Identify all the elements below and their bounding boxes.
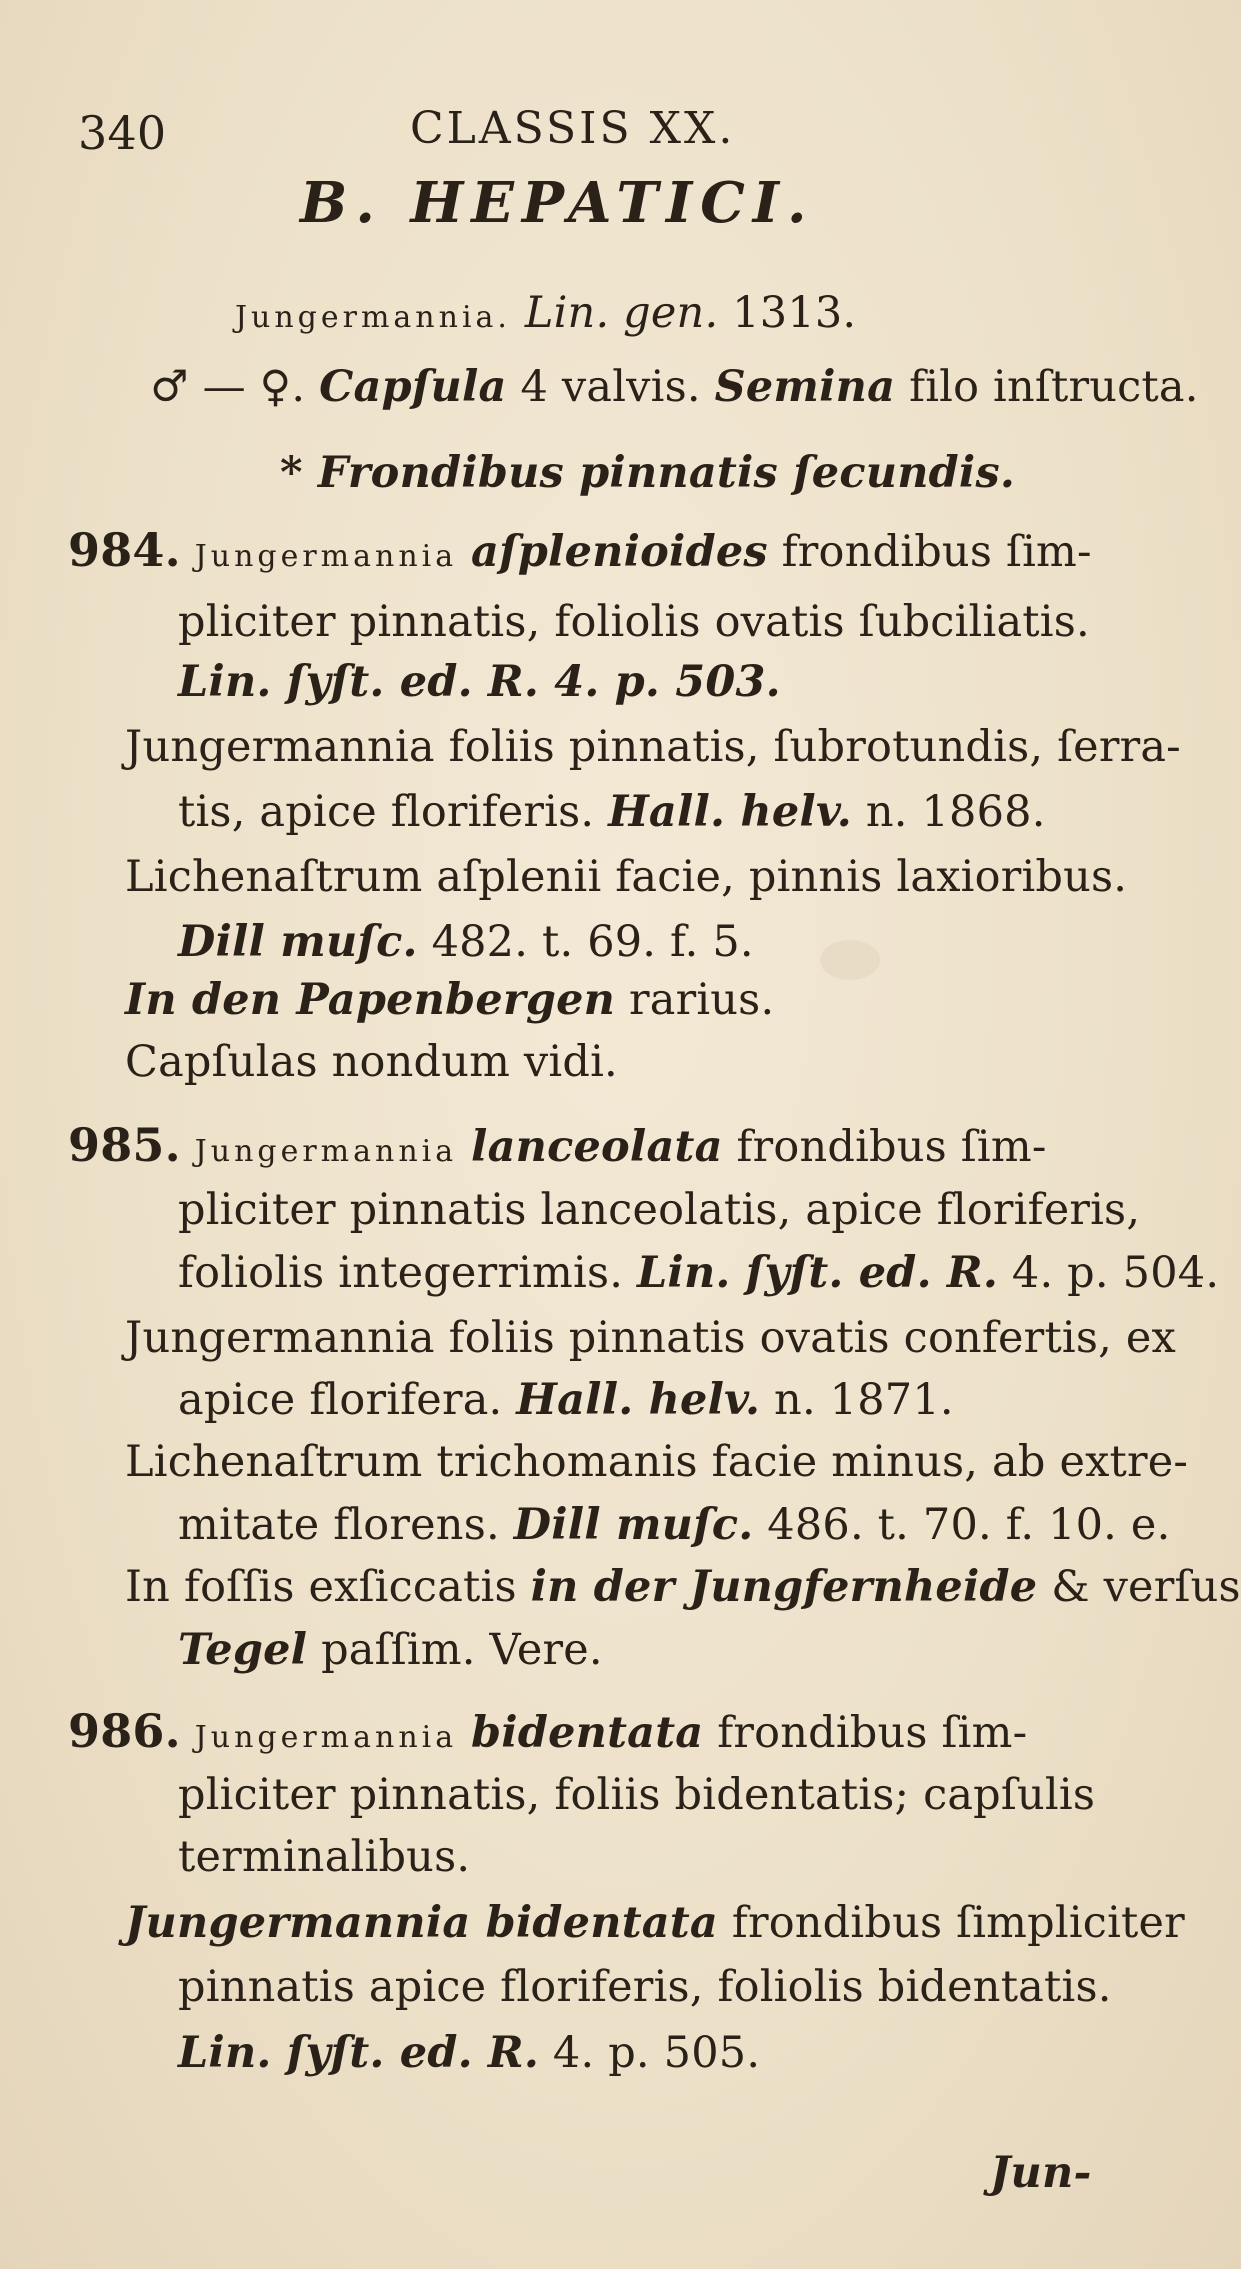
semina-term: Semina — [714, 362, 896, 412]
semina-text: filo inſtructa. — [909, 362, 1199, 412]
entry-984-line-3: Lin. ſyſt. ed. R. 4. p. 503. — [178, 657, 781, 707]
entry-species: aſplenioides — [471, 527, 768, 577]
synonym-text: mitate florens. — [178, 1500, 500, 1550]
entry-text: frondibus ſim- — [717, 1708, 1028, 1758]
locality-note: rarius. — [628, 975, 775, 1025]
synonym-text: tis, apice floriferis. — [178, 787, 595, 837]
entry-985-line-4: Jungermannia foliis pinnatis ovatis confertis, ex — [125, 1313, 1176, 1363]
entry-genus: Jungermannia — [194, 539, 458, 574]
entry-985-line-5 — [178, 1375, 954, 1425]
habitat-text: & verſus — [1051, 1562, 1241, 1612]
entry-984-line-9: Capſulas nondum vidi. — [125, 1037, 618, 1087]
section-title: B. HEPATICI. — [300, 170, 815, 236]
page-number: 340 — [78, 106, 167, 160]
paper-stain — [820, 940, 880, 980]
catchword: Jun- — [990, 2148, 1092, 2198]
synonym-ref: Lin. ſyſt. ed. R. — [636, 1248, 999, 1298]
entry-984-line-7 — [178, 917, 754, 967]
entry-text: frondibus ſim- — [781, 527, 1092, 577]
entry-number: 984. — [68, 523, 181, 577]
genus-ref-number: 1313. — [732, 288, 857, 338]
entry-984-line-2: pliciter pinnatis, foliolis ovatis ſubciliatis. — [178, 597, 1090, 647]
habitat-text: paſſim. Vere. — [321, 1625, 603, 1675]
entry-986-line-6 — [178, 2028, 760, 2078]
entry-985-line-7 — [178, 1500, 1170, 1550]
synonym-ref: Hall. helv. — [516, 1375, 761, 1425]
entry-species: bidentata — [471, 1708, 704, 1758]
entry-986-line-3: terminalibus. — [178, 1832, 471, 1882]
synonym-number: 482. t. 69. f. 5. — [431, 917, 754, 967]
entry-species: lanceolata — [471, 1122, 723, 1172]
synonym-number: 4. p. 505. — [552, 2028, 761, 2078]
genus-name: Jungermannia. — [235, 300, 511, 335]
subdivision-heading: * Frondibus pinnatis ſecundis. — [280, 448, 1016, 498]
sex-symbols: ♂ — ♀. — [150, 362, 306, 412]
entry-genus: Jungermannia — [194, 1134, 458, 1169]
entry-985-line-8 — [125, 1562, 1241, 1612]
capsula-text: 4 valvis. — [520, 362, 701, 412]
genus-line — [235, 288, 856, 343]
entry-number: 986. — [68, 1704, 181, 1758]
synonym-number: n. 1868. — [865, 787, 1046, 837]
entry-text: foliolis integerrimis. — [178, 1248, 624, 1298]
synonym-ref: Dill muſc. — [513, 1500, 754, 1550]
entry-986-line-2: pliciter pinnatis, foliis bidentatis; capſulis — [178, 1770, 1096, 1820]
entry-genus: Jungermannia — [194, 1720, 458, 1755]
entry-984-line-6: Lichenaſtrum aſplenii facie, pinnis laxioribus. — [125, 852, 1128, 902]
synonym-text: apice florifera. — [178, 1375, 503, 1425]
synonym-ref: Hall. helv. — [608, 787, 852, 837]
locality: in der Jungfernheide — [530, 1562, 1038, 1612]
synonym-number: n. 1871. — [774, 1375, 954, 1425]
entry-text: frondibus ſim- — [736, 1122, 1047, 1172]
entry-986-line-1 — [68, 1706, 1027, 1763]
entry-984-line-8 — [125, 975, 774, 1025]
capsula-term: Capſula — [319, 362, 507, 412]
synonym-number: 486. t. 70. f. 10. e. — [767, 1500, 1171, 1550]
entry-985-line-9 — [178, 1625, 603, 1675]
entry-985-line-2: pliciter pinnatis lanceolatis, apice floriferis, — [178, 1185, 1141, 1235]
entry-986-line-4 — [125, 1898, 1185, 1948]
synonym-name: Jungermannia bidentata — [125, 1898, 718, 1948]
habitat-text: In foſſis exſiccatis — [125, 1562, 517, 1612]
synonym-text: frondibus ſimpliciter — [731, 1898, 1185, 1948]
entry-984-line-1 — [68, 525, 1092, 582]
entry-984-line-5 — [178, 787, 1046, 837]
synonym-ref: Lin. ſyſt. ed. R. — [178, 2028, 540, 2078]
entry-986-line-5: pinnatis apice floriferis, foliolis bidentatis. — [178, 1962, 1112, 2012]
running-title: CLASSIS XX. — [410, 103, 736, 154]
locality: Tegel — [178, 1625, 308, 1675]
synonym-ref: Dill muſc. — [178, 917, 418, 967]
entry-number: 985. — [68, 1118, 181, 1172]
entry-985-line-6: Lichenaſtrum trichomanis facie minus, ab extre- — [125, 1437, 1189, 1487]
locality: In den Papenbergen — [125, 975, 616, 1025]
entry-985-line-3 — [178, 1248, 1219, 1298]
synonym-number: 4. p. 504. — [1011, 1248, 1220, 1298]
character-line — [150, 362, 1199, 412]
genus-ref: Lin. gen. — [524, 288, 719, 338]
entry-985-line-1 — [68, 1120, 1047, 1177]
entry-984-line-4: Jungermannia foliis pinnatis, ſubrotundis, ſerra- — [125, 722, 1181, 772]
